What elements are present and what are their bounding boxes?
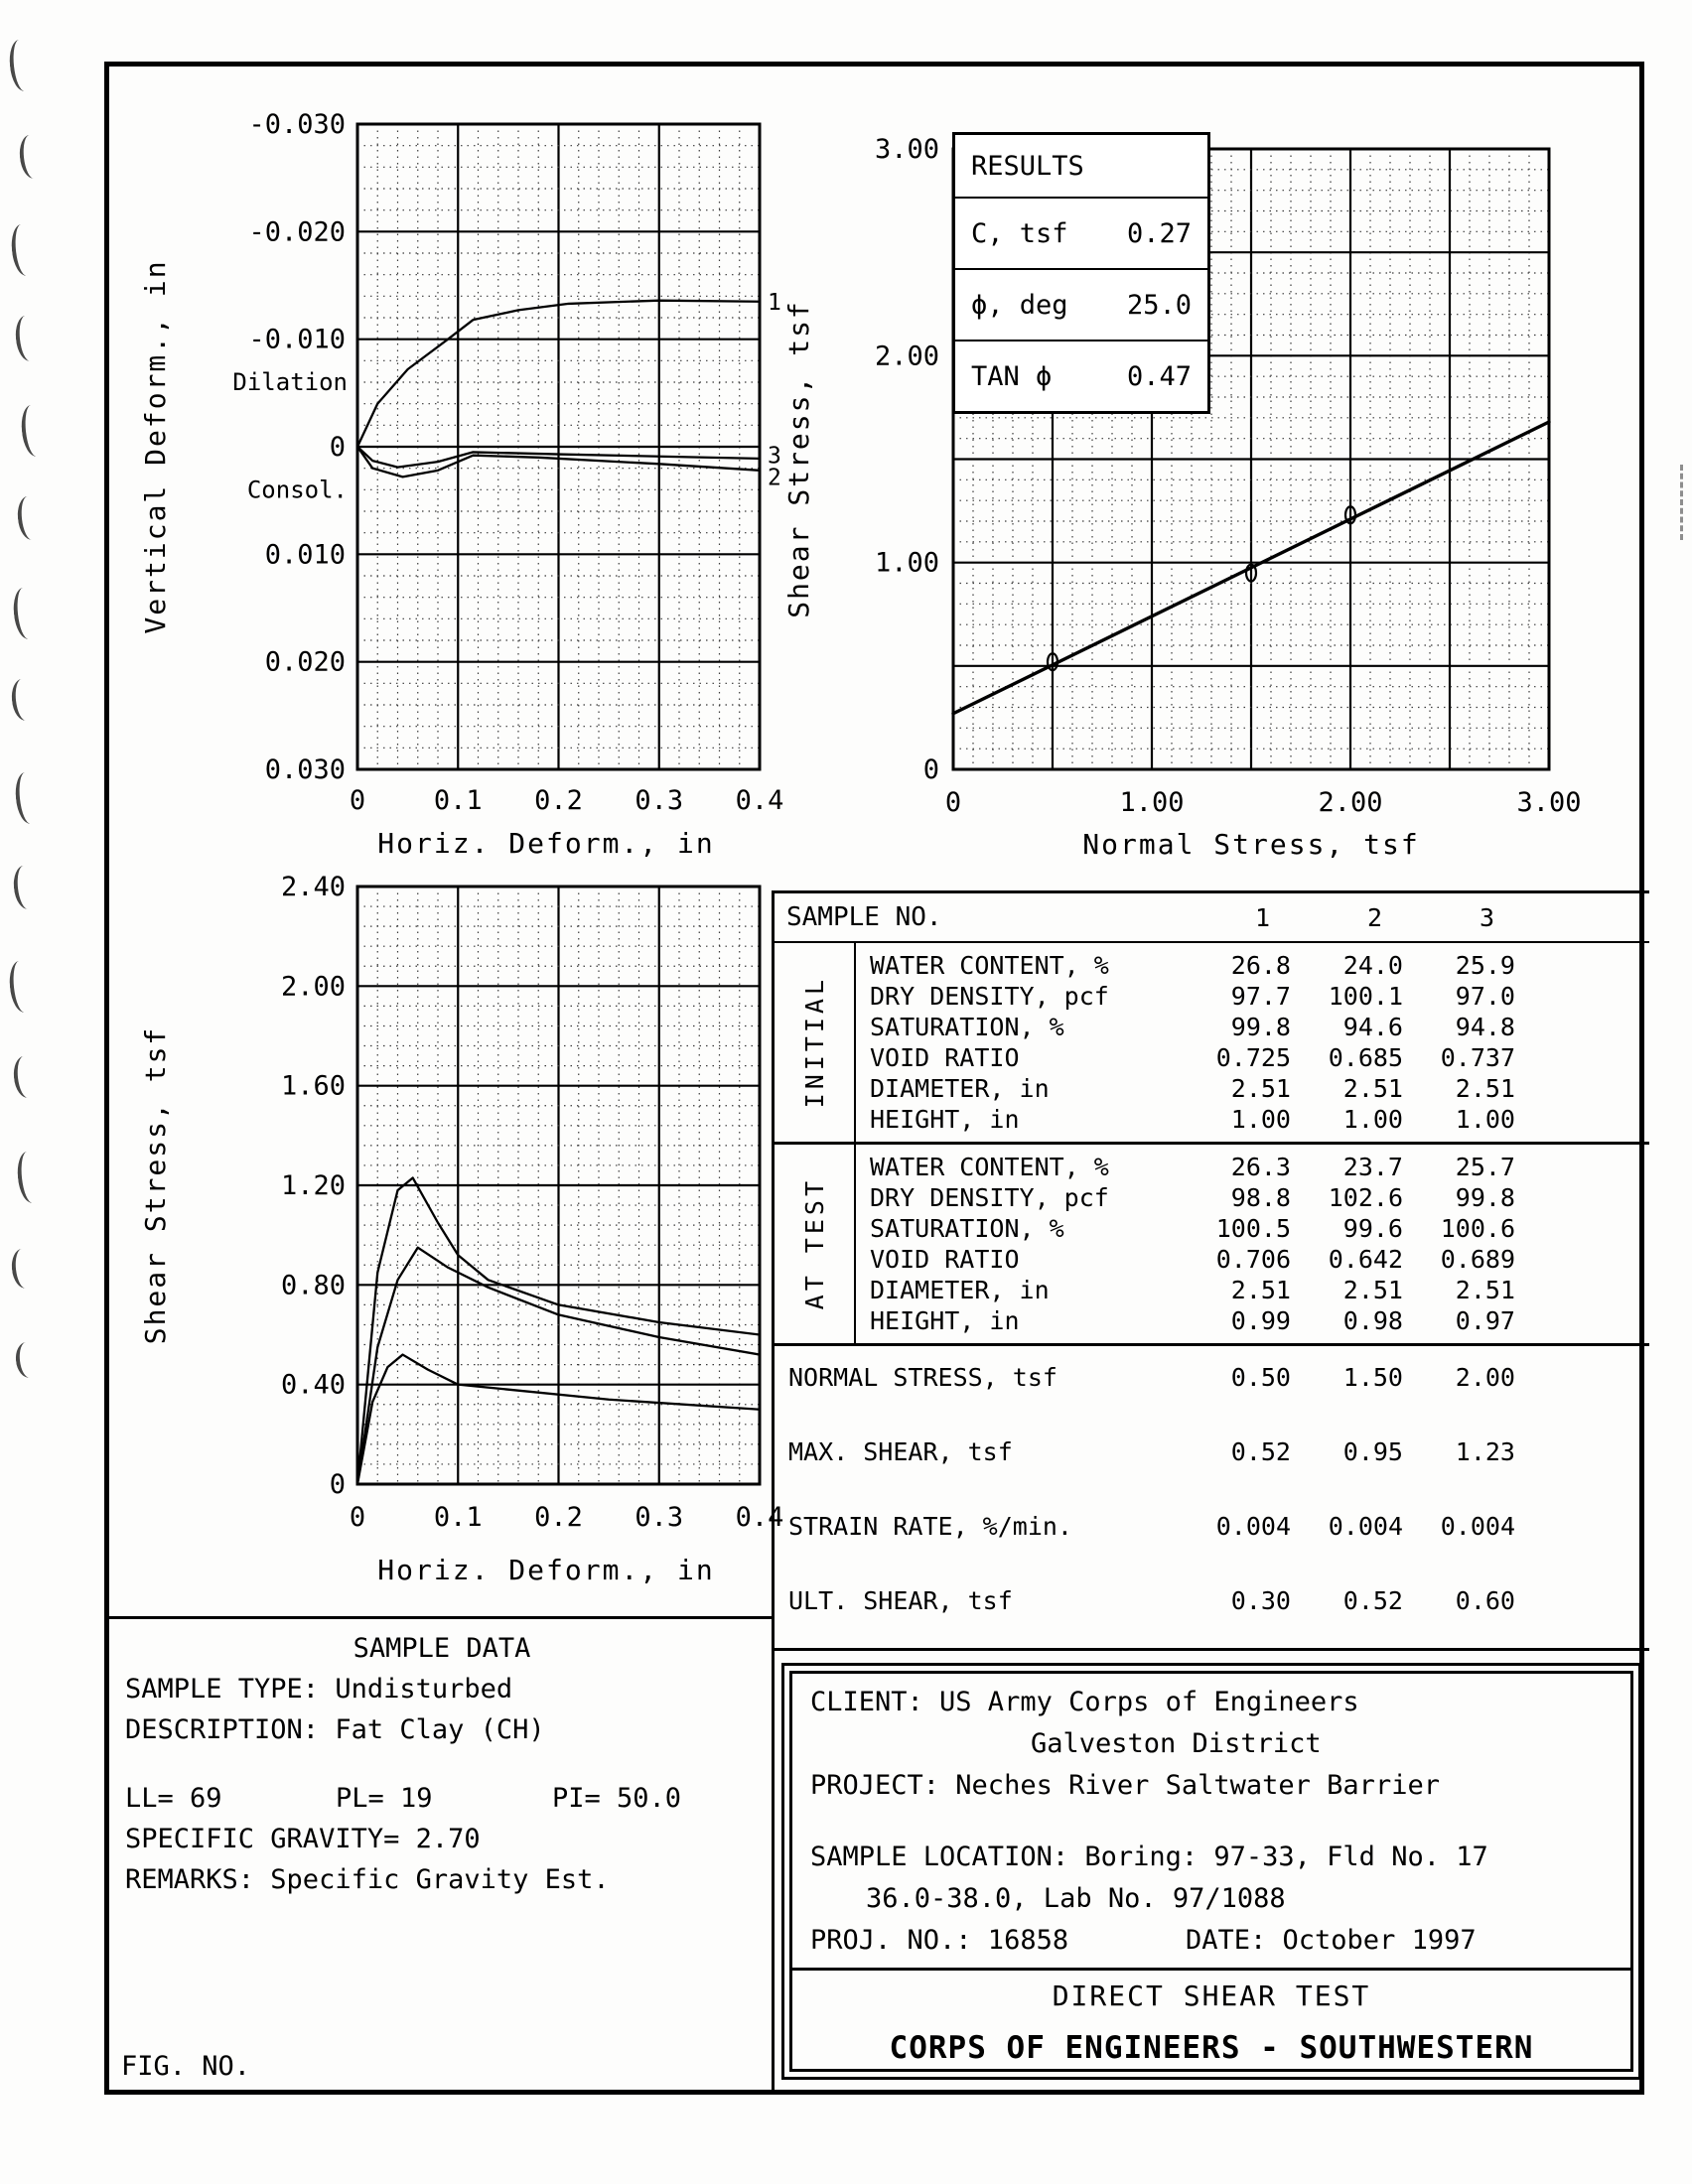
- value-2: 2.51: [1342, 1074, 1403, 1103]
- table-row: [856, 1182, 1649, 1213]
- sample-col-2: 2: [1366, 902, 1383, 932]
- title-block: [781, 1663, 1641, 2080]
- svg-text:0.010: 0.010: [264, 539, 346, 571]
- sample-data-box: [109, 1616, 775, 2090]
- value-1: 100.5: [1215, 1214, 1291, 1243]
- table-row: [856, 1244, 1649, 1275]
- row-label: WATER CONTENT, %: [870, 951, 1109, 980]
- scan-artifact: [13, 771, 38, 825]
- table-row: [856, 1012, 1649, 1042]
- value-1: 0.004: [1215, 1512, 1291, 1541]
- value-2: 99.6: [1342, 1214, 1403, 1243]
- scan-artifact: [7, 960, 32, 1014]
- value-3: 2.00: [1455, 1363, 1515, 1392]
- phi-label: ϕ, deg: [971, 289, 1068, 321]
- table-row: [856, 1213, 1649, 1244]
- table-row: [856, 981, 1649, 1012]
- scan-artifact: [1680, 465, 1687, 540]
- svg-text:2.00: 2.00: [1318, 787, 1383, 818]
- sample-col-1: 1: [1254, 902, 1271, 932]
- svg-text:2.00: 2.00: [280, 971, 346, 1003]
- row-label: DRY DENSITY, pcf: [870, 982, 1109, 1011]
- scan-artifact: [19, 404, 44, 458]
- svg-text:0: 0: [329, 1469, 346, 1500]
- scan-artifact: [14, 1341, 38, 1379]
- svg-text:0.020: 0.020: [264, 646, 346, 678]
- value-1: 0.706: [1215, 1245, 1291, 1274]
- svg-text:0.1: 0.1: [433, 1502, 483, 1533]
- value-2: 0.95: [1342, 1437, 1403, 1466]
- value-1: 97.7: [1230, 982, 1291, 1011]
- table-row: [775, 1511, 1649, 1542]
- svg-text:-0.030: -0.030: [248, 109, 346, 140]
- value-3: 100.6: [1440, 1214, 1515, 1243]
- table-row: [856, 1073, 1649, 1104]
- svg-text:3: 3: [768, 443, 781, 470]
- row-label: DRY DENSITY, pcf: [870, 1183, 1109, 1212]
- results-row-cohesion: [955, 197, 1207, 268]
- tanphi-label: TAN ϕ: [971, 360, 1053, 392]
- table-row: [856, 1042, 1649, 1073]
- table-row: [775, 1585, 1649, 1616]
- row-label: WATER CONTENT, %: [870, 1153, 1109, 1181]
- value-1: 26.8: [1230, 951, 1291, 980]
- table-row: [856, 950, 1649, 981]
- svg-text:1: 1: [768, 289, 781, 316]
- value-1: 0.52: [1230, 1437, 1291, 1466]
- value-3: 0.689: [1440, 1245, 1515, 1274]
- sample-location-line1: SAMPLE LOCATION: Boring: 97-33, Fld No. 17: [810, 1842, 1488, 1872]
- svg-text:2: 2: [768, 465, 781, 491]
- page-border: [104, 62, 1644, 2095]
- table-header-row: [775, 893, 1649, 943]
- sample-location-line2: 36.0-38.0, Lab No. 97/1088: [866, 1883, 1286, 1914]
- table-block-at-test: [775, 1145, 1649, 1346]
- results-title: [955, 135, 1207, 197]
- title-block-inner: [789, 1671, 1633, 2072]
- atterberg-limits: [125, 1783, 775, 1814]
- project-line: PROJECT: Neches River Saltwater Barrier: [810, 1770, 1440, 1801]
- plasticity-index: PI= 50.0: [552, 1783, 682, 1814]
- vertical-deformation-chart: [109, 67, 804, 861]
- svg-text:Consol.: Consol.: [246, 476, 348, 504]
- value-2: 24.0: [1342, 951, 1403, 980]
- value-2: 100.1: [1328, 982, 1403, 1011]
- block-label-cell: [775, 1145, 856, 1343]
- value-1: 0.99: [1230, 1306, 1291, 1335]
- scan-artifact: [11, 587, 36, 640]
- svg-text:0: 0: [349, 1502, 366, 1533]
- value-1: 26.3: [1230, 1153, 1291, 1181]
- svg-text:0.3: 0.3: [634, 785, 684, 816]
- scan-artifact: [10, 678, 34, 722]
- svg-text:1.00: 1.00: [1119, 787, 1185, 818]
- row-label: NORMAL STRESS, tsf: [788, 1363, 1058, 1392]
- block-label-cell: [775, 943, 856, 1142]
- value-1: 99.8: [1230, 1013, 1291, 1041]
- row-label: STRAIN RATE, %/min.: [788, 1512, 1072, 1541]
- table-block-initial: [775, 943, 1649, 1145]
- plastic-limit: PL= 19: [336, 1783, 433, 1814]
- value-2: 1.50: [1342, 1363, 1403, 1392]
- value-2: 0.685: [1328, 1043, 1403, 1072]
- project-number-row: [810, 1920, 1613, 1962]
- client-district: Galveston District: [1031, 1728, 1322, 1759]
- value-3: 25.9: [1455, 951, 1515, 980]
- value-3: 94.8: [1455, 1013, 1515, 1041]
- value-3: 2.51: [1455, 1074, 1515, 1103]
- cohesion-label: C, tsf: [971, 217, 1068, 249]
- svg-text:Normal Stress, tsf: Normal Stress, tsf: [1082, 828, 1420, 861]
- table-row: [775, 1436, 1649, 1467]
- svg-text:1.00: 1.00: [874, 547, 939, 579]
- svg-text:0.2: 0.2: [534, 1502, 583, 1533]
- report-date: DATE: October 1997: [1186, 1925, 1477, 1956]
- block-label: INITIAL: [799, 976, 829, 1109]
- value-3: 0.004: [1440, 1512, 1515, 1541]
- value-3: 99.8: [1455, 1183, 1515, 1212]
- value-3: 1.00: [1455, 1105, 1515, 1134]
- results-title-label: RESULTS: [971, 150, 1084, 182]
- project-number: PROJ. NO.: 16858: [810, 1925, 1069, 1956]
- sample-no-label: SAMPLE NO.: [786, 902, 942, 932]
- svg-text:2.40: 2.40: [280, 872, 346, 902]
- row-label: MAX. SHEAR, tsf: [788, 1437, 1013, 1466]
- scan-artifact: [9, 223, 34, 277]
- table-row: [856, 1152, 1649, 1182]
- row-label: DIAMETER, in: [870, 1276, 1050, 1304]
- svg-text:Vertical Deform., in: Vertical Deform., in: [139, 259, 172, 634]
- row-label: HEIGHT, in: [870, 1306, 1020, 1335]
- value-1: 0.30: [1230, 1586, 1291, 1615]
- liquid-limit: LL= 69: [125, 1783, 222, 1814]
- value-3: 0.737: [1440, 1043, 1515, 1072]
- shear-stress-chart: [109, 831, 804, 1615]
- svg-text:-0.020: -0.020: [248, 216, 346, 248]
- sample-type: SAMPLE TYPE: Undisturbed: [125, 1674, 513, 1705]
- table-row: [856, 1104, 1649, 1135]
- svg-text:3.00: 3.00: [874, 134, 939, 165]
- value-1: 2.51: [1230, 1074, 1291, 1103]
- svg-text:Shear Stress, tsf: Shear Stress, tsf: [139, 1025, 172, 1345]
- row-label: HEIGHT, in: [870, 1105, 1020, 1134]
- results-box: [952, 132, 1210, 414]
- value-1: 0.725: [1215, 1043, 1291, 1072]
- sample-description: DESCRIPTION: Fat Clay (CH): [125, 1714, 545, 1745]
- sample-data-title: SAMPLE DATA: [352, 1633, 531, 1664]
- svg-text:1.60: 1.60: [280, 1070, 346, 1102]
- table-row: [775, 1362, 1649, 1393]
- scan-artifact: [12, 1055, 36, 1099]
- value-2: 0.52: [1342, 1586, 1403, 1615]
- value-2: 2.51: [1342, 1276, 1403, 1304]
- remarks: REMARKS: Specific Gravity Est.: [125, 1864, 610, 1895]
- svg-text:Horiz. Deform., in: Horiz. Deform., in: [377, 1554, 715, 1586]
- row-label: ULT. SHEAR, tsf: [788, 1586, 1013, 1615]
- svg-text:3.00: 3.00: [1516, 787, 1582, 818]
- results-row-tanphi: [955, 340, 1207, 411]
- scan-artifact: [16, 495, 40, 541]
- scan-artifact: [15, 1151, 40, 1204]
- scan-artifact: [18, 134, 42, 180]
- svg-text:0: 0: [329, 432, 346, 463]
- value-1: 0.50: [1230, 1363, 1291, 1392]
- tanphi-value: 0.47: [1126, 360, 1192, 392]
- svg-text:0: 0: [922, 754, 939, 785]
- value-1: 2.51: [1230, 1276, 1291, 1304]
- value-3: 25.7: [1455, 1153, 1515, 1181]
- row-label: DIAMETER, in: [870, 1074, 1050, 1103]
- organization-title: CORPS OF ENGINEERS - SOUTHWESTERN: [889, 2030, 1534, 2066]
- sample-col-3: 3: [1479, 902, 1495, 932]
- test-title: DIRECT SHEAR TEST: [1052, 1979, 1371, 2012]
- svg-text:0.40: 0.40: [280, 1369, 346, 1401]
- svg-text:0.030: 0.030: [264, 754, 346, 785]
- value-2: 1.00: [1342, 1105, 1403, 1134]
- value-3: 0.97: [1455, 1306, 1515, 1335]
- row-label: SATURATION, %: [870, 1214, 1064, 1243]
- value-3: 2.51: [1455, 1276, 1515, 1304]
- table-row: [856, 1305, 1649, 1336]
- results-row-phi: [955, 268, 1207, 340]
- svg-text:0.3: 0.3: [634, 1502, 684, 1533]
- row-label: SATURATION, %: [870, 1013, 1064, 1041]
- svg-text:0.4: 0.4: [735, 785, 784, 816]
- table-row: [856, 1275, 1649, 1305]
- row-label: VOID RATIO: [870, 1043, 1020, 1072]
- svg-text:2.00: 2.00: [874, 341, 939, 372]
- svg-text:Shear Stress, tsf: Shear Stress, tsf: [782, 300, 815, 618]
- value-1: 1.00: [1230, 1105, 1291, 1134]
- svg-text:0.1: 0.1: [433, 785, 483, 816]
- value-2: 0.642: [1328, 1245, 1403, 1274]
- sample-results-table: [772, 890, 1649, 1651]
- scan-artifact: [10, 1248, 34, 1290]
- svg-text:Dilation: Dilation: [232, 368, 348, 396]
- svg-text:-0.010: -0.010: [248, 324, 346, 355]
- svg-text:0.80: 0.80: [280, 1270, 346, 1301]
- phi-value: 25.0: [1126, 289, 1192, 321]
- svg-text:0.2: 0.2: [534, 785, 583, 816]
- value-2: 94.6: [1342, 1013, 1403, 1041]
- figure-number-label: FIG. NO.: [121, 2051, 251, 2082]
- scan-artifact: [14, 315, 39, 362]
- client-line: CLIENT: US Army Corps of Engineers: [810, 1687, 1359, 1717]
- scan-artifact: [12, 865, 36, 910]
- value-2: 0.004: [1328, 1512, 1403, 1541]
- specific-gravity: SPECIFIC GRAVITY= 2.70: [125, 1824, 481, 1854]
- scan-artifact: [7, 39, 32, 92]
- value-2: 0.98: [1342, 1306, 1403, 1335]
- value-3: 0.60: [1455, 1586, 1515, 1615]
- value-1: 98.8: [1230, 1183, 1291, 1212]
- svg-text:0.4: 0.4: [735, 1502, 784, 1533]
- value-2: 102.6: [1328, 1183, 1403, 1212]
- cohesion-value: 0.27: [1126, 217, 1192, 249]
- svg-text:1.20: 1.20: [280, 1170, 346, 1201]
- value-3: 97.0: [1455, 982, 1515, 1011]
- svg-text:Horiz. Deform., in: Horiz. Deform., in: [377, 827, 715, 860]
- row-label: VOID RATIO: [870, 1245, 1020, 1274]
- block-label: AT TEST: [799, 1177, 829, 1310]
- value-3: 1.23: [1455, 1437, 1515, 1466]
- svg-text:0: 0: [349, 785, 366, 816]
- svg-text:0: 0: [944, 787, 962, 818]
- value-2: 23.7: [1342, 1153, 1403, 1181]
